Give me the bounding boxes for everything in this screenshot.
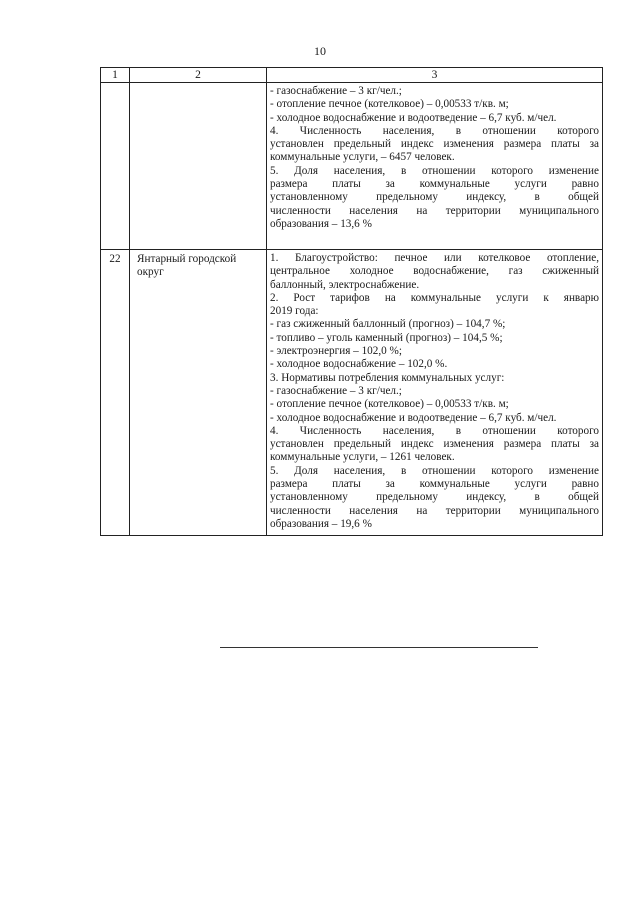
text-line: - холодное водоснабжение и водоотведение – 6,7 куб. м/чел. — [270, 111, 557, 124]
table-row — [101, 250, 603, 536]
municipality-name-cell: Янтарный городской округ — [130, 250, 267, 536]
text-line: образования – 19,6 % — [270, 517, 372, 530]
text-line: коммунальные услуги, – 6457 человек. — [270, 151, 455, 164]
text-line: образования – 13,6 % — [270, 217, 372, 230]
description-cell — [267, 250, 603, 536]
text-line: - топливо – уголь каменный (прогноз) – 104,5 %; — [270, 331, 503, 344]
text-line: - газоснабжение – 3 кг/чел.; — [270, 384, 402, 397]
text-line: установленному предельному индексу, в общей — [270, 491, 599, 504]
text-line: 2019 года: — [270, 305, 319, 318]
text-line: численности населения на территории муниципального — [270, 204, 599, 217]
text-line: установленному предельному индексу, в общей — [270, 191, 599, 204]
text-line: 3. Нормативы потребления коммунальных услуг: — [270, 371, 505, 384]
table-header-row — [101, 68, 603, 83]
text-line: 5. Доля населения, в отношении которого изменение — [270, 164, 599, 177]
table-row — [101, 83, 603, 250]
column-header-3: 3 — [267, 68, 603, 83]
text-line: центральное холодное водоснабжение, газ сжиженный — [270, 265, 599, 278]
text-line: размера платы за коммунальные услуги равно — [270, 478, 599, 491]
closing-rule — [220, 647, 538, 648]
text-line: - газоснабжение – 3 кг/чел.; — [270, 85, 402, 97]
text-line: 4. Численность населения, в отношении которого — [270, 424, 599, 437]
description-cell — [267, 83, 603, 250]
data-table — [100, 67, 603, 536]
text-line: баллонный, электроснабжение. — [270, 278, 420, 291]
column-header-1: 1 — [101, 68, 130, 83]
text-line: 4. Численность населения, в отношении которого — [270, 124, 599, 137]
row-number-cell: 22 — [101, 250, 130, 536]
text-line: 2. Рост тарифов на коммунальные услуги к январю — [270, 291, 599, 304]
text-line: размера платы за коммунальные услуги равно — [270, 178, 599, 191]
text-line: - холодное водоснабжение и водоотведение – 6,7 куб. м/чел. — [270, 411, 557, 424]
text-line: установлен предельный индекс изменения размера платы за — [270, 438, 599, 451]
text-line: 1. Благоустройство: печное или котелковое отопление, — [270, 252, 599, 264]
text-line: численности населения на территории муниципального — [270, 504, 599, 517]
page-number: 10 — [314, 44, 326, 58]
text-line: - отопление печное (котелковое) – 0,00533 т/кв. м; — [270, 398, 509, 411]
text-line: коммунальные услуги, – 1261 человек. — [270, 451, 455, 464]
municipality-name-cell — [130, 83, 267, 250]
column-header-2: 2 — [130, 68, 267, 83]
text-line: - газ сжиженный баллонный (прогноз) – 104,7 %; — [270, 318, 506, 331]
row-number-cell — [101, 83, 130, 250]
text-line: - холодное водоснабжение – 102,0 %. — [270, 358, 448, 371]
text-line: - отопление печное (котелковое) – 0,00533 т/кв. м; — [270, 98, 509, 111]
text-line: установлен предельный индекс изменения размера платы за — [270, 138, 599, 151]
text-line: 5. Доля населения, в отношении которого изменение — [270, 464, 599, 477]
text-line: - электроэнергия – 102,0 %; — [270, 345, 402, 358]
